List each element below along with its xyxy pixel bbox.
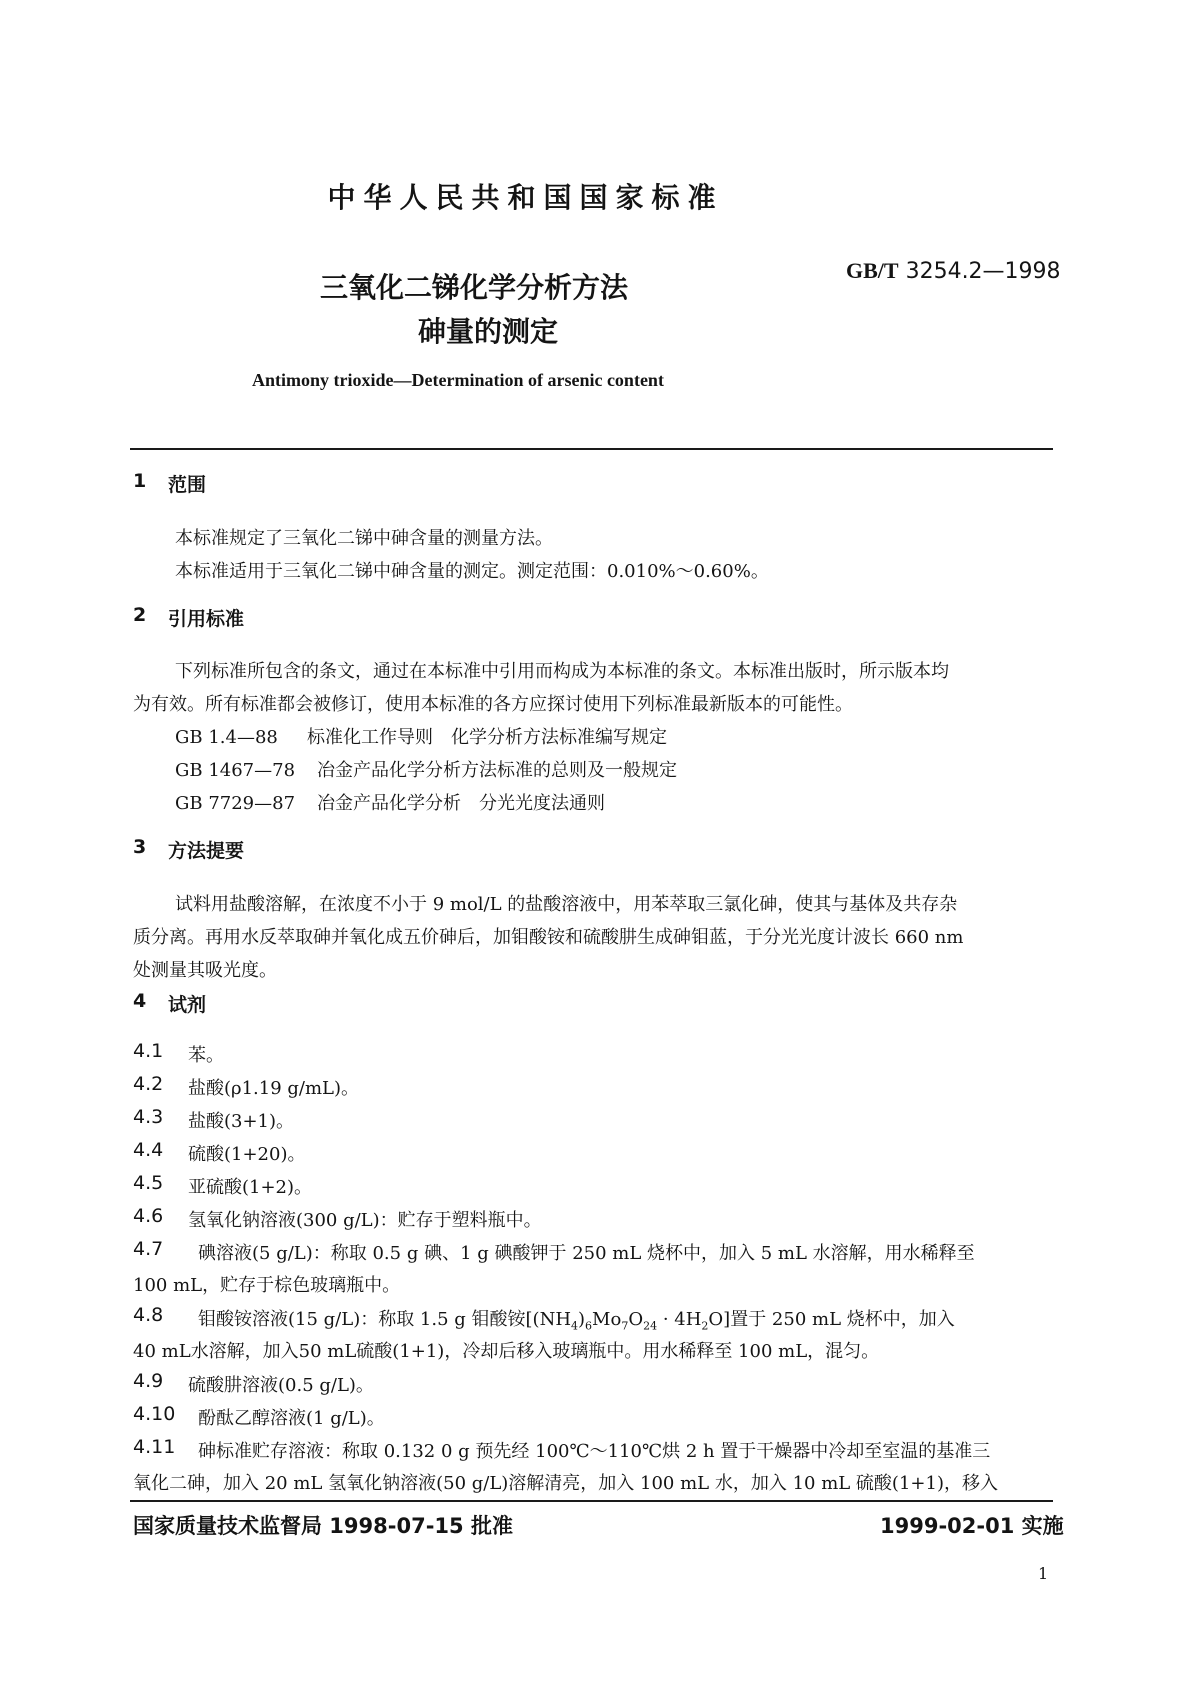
section-2-paragraph-line2: 为有效。所有标准都会被修订，使用本标准的各方应探讨使用下列标准最新版本的可能性。 [133, 694, 853, 715]
section-3-title: 方法提要 [168, 840, 245, 862]
section-3-line3: 处测量其吸光度。 [133, 960, 277, 981]
reagent-item-text: 砷标准贮存溶液：称取 0.132 0 g 预先经 100℃～110℃烘 2 h 置于干燥器中冷却至室温的基准三 [198, 1441, 991, 1462]
section-4-title: 试剂 [168, 994, 207, 1016]
reagent-item-text: 苯。 [188, 1045, 224, 1066]
reagent-item-number: 4.7 [133, 1238, 164, 1260]
reference-code: GB 1.4—88 [175, 727, 278, 748]
reagent-item-number: 4.11 [133, 1436, 176, 1458]
section-2-title: 引用标准 [168, 608, 245, 630]
reagent-item-text: 氢氧化钠溶液(300 g/L)：贮存于塑料瓶中。 [188, 1210, 542, 1231]
reagent-item-continuation: 40 mL水溶解，加入50 mL硫酸(1+1)，冷却后移入玻璃瓶中。用水稀释至 100 mL，混匀。 [133, 1341, 880, 1362]
reagent-item-text: 钼酸铵溶液(15 g/L)：称取 1.5 g 钼酸铵$[(NH_4)_6Mo_7O_{24} \cdot 4H_2O]$置于 250 mL 烧杯中，加入 [198, 1309, 955, 1333]
reagent-item-text: 酚酞乙醇溶液(1 g/L)。 [198, 1408, 385, 1429]
reagent-item-number: 4.5 [133, 1172, 164, 1194]
reagent-item-number: 4.1 [133, 1040, 164, 1062]
reagent-item-text: 亚硫酸(1+2)。 [188, 1177, 313, 1198]
section-3-line2: 质分离。再用水反萃取砷并氧化成五价砷后，加钼酸铵和硫酸肼生成砷钼蓝，于分光光度计波长 660 nm [133, 927, 964, 948]
section-3-line1: 试料用盐酸溶解，在浓度不小于 9 mol/L 的盐酸溶液中，用苯萃取三氯化砷，使其与基体及共存杂 [175, 894, 958, 915]
standard-code: 3254.2—1998 [905, 259, 1061, 284]
section-4-number: 4 [133, 990, 147, 1012]
document-title-line2: 砷量的测定 [418, 315, 559, 348]
reagent-item-number: 4.4 [133, 1139, 164, 1161]
reagent-item-number: 4.10 [133, 1403, 176, 1425]
reagent-item-number: 4.6 [133, 1205, 164, 1227]
reagent-item-text: 硫酸肼溶液(0.5 g/L)。 [188, 1375, 374, 1396]
reagent-item-continuation: 100 mL，贮存于棕色玻璃瓶中。 [133, 1275, 401, 1296]
footer-divider [130, 1500, 1053, 1502]
reagent-item-text: 硫酸(1+20)。 [188, 1144, 306, 1165]
reagent-item-number: 4.3 [133, 1106, 164, 1128]
section-1-paragraph-1: 本标准规定了三氧化二锑中砷含量的测量方法。 [175, 528, 553, 549]
reference-item [175, 756, 677, 782]
implementation-date: 1999-02-01 实施 [880, 1514, 1064, 1538]
approval-line: 国家质量技术监督局 1998-07-15 批准 [133, 1514, 513, 1538]
reagent-item-number: 4.2 [133, 1073, 164, 1095]
section-1-title: 范围 [168, 474, 207, 496]
reagent-item-number: 4.8 [133, 1304, 164, 1326]
reagent-item-number: 4.9 [133, 1370, 164, 1392]
reference-item [175, 723, 667, 749]
page-number: 1 [1038, 1564, 1049, 1583]
reference-title: 冶金产品化学分析 分光光度法通则 [317, 793, 605, 814]
reference-code: GB 1467—78 [175, 760, 296, 781]
section-2-number: 2 [133, 604, 147, 626]
reference-code: GB 7729—87 [175, 793, 296, 814]
section-2-paragraph-line1: 下列标准所包含的条文，通过在本标准中引用而构成为本标准的条文。本标准出版时，所示版本均 [175, 661, 949, 682]
reagent-item-text: 碘溶液(5 g/L)：称取 0.5 g 碘、1 g 碘酸钾于 250 mL 烧杯中，加入 5 mL 水溶解，用水稀释至 [198, 1243, 975, 1264]
reagent-item-text: 盐酸(3+1)。 [188, 1111, 295, 1132]
section-3-number: 3 [133, 836, 147, 858]
section-1-paragraph-2: 本标准适用于三氧化二锑中砷含量的测定。测定范围：0.010%～0.60%。 [175, 561, 769, 582]
document-title-english: Antimony trioxide—Determination of arsenic content [252, 370, 664, 390]
reference-title: 冶金产品化学分析方法标准的总则及一般规定 [317, 760, 677, 781]
reagent-item-text: 盐酸(ρ1.19 g/mL)。 [188, 1078, 360, 1099]
document-title-line1: 三氧化二锑化学分析方法 [320, 271, 629, 304]
reference-item [175, 789, 605, 815]
section-1-number: 1 [133, 470, 147, 492]
standard-number [846, 258, 1061, 284]
reference-title: 标准化工作导则 化学分析方法标准编写规定 [307, 727, 667, 748]
header-divider [130, 448, 1053, 450]
standard-prefix: GB/T [846, 258, 899, 283]
national-standard-header: 中华人民共和国国家标准 [327, 181, 724, 214]
reagent-item-continuation: 氧化二砷，加入 20 mL 氢氧化钠溶液(50 g/L)溶解清亮，加入 100 mL 水，加入 10 mL 硫酸(1+1)，移入 [133, 1473, 998, 1494]
